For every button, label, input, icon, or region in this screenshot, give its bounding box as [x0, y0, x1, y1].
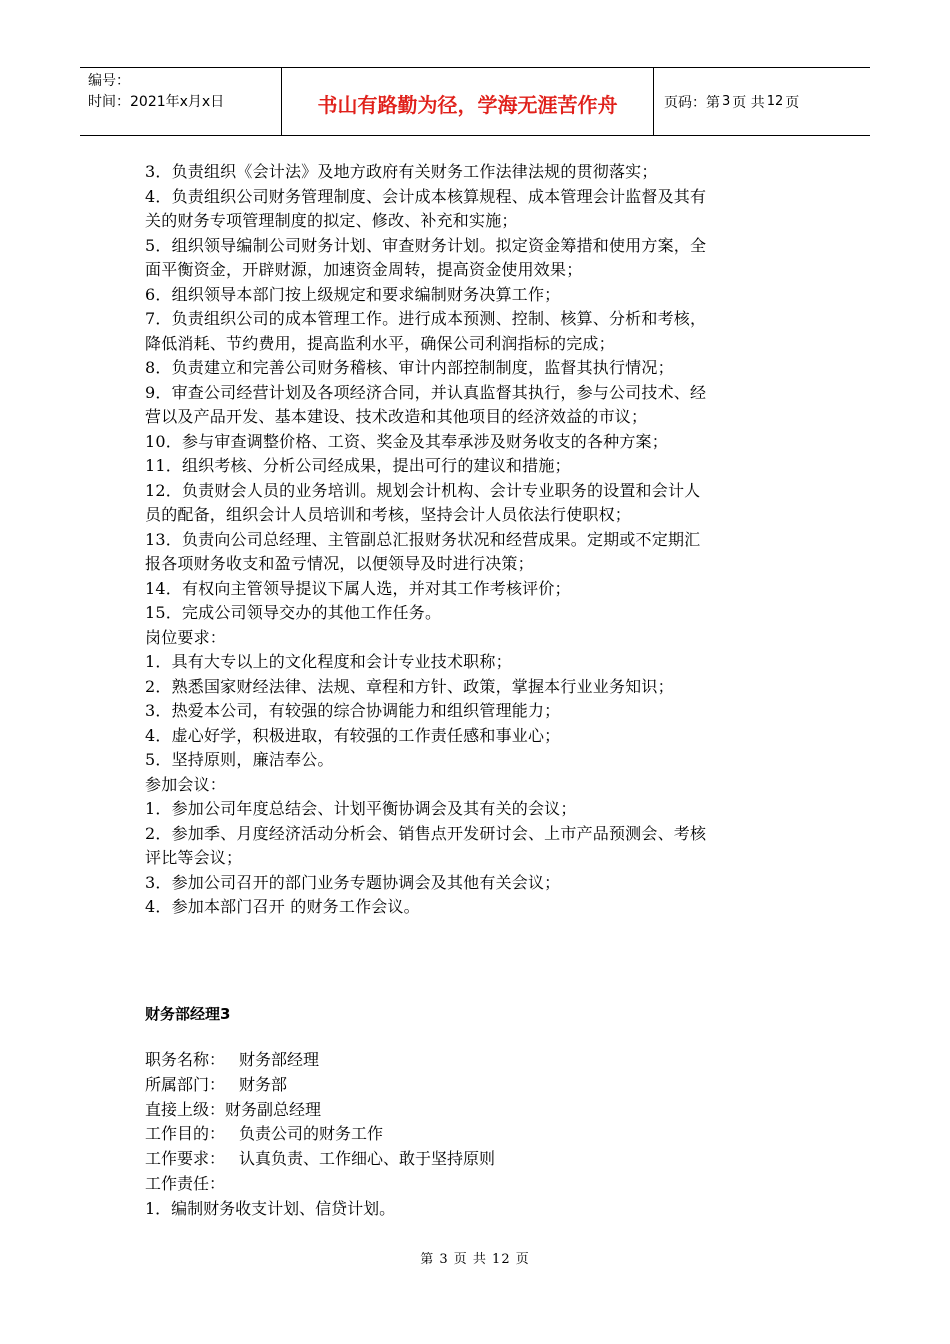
text-line: 9．审查公司经营计划及各项经济合同，并认真监督其执行，参与公司技术、经 — [145, 382, 707, 402]
text-line: 15．完成公司领导交办的其他工作任务。 — [145, 603, 442, 622]
text-line: 3．负责组织《会计法》及地方政府有关财务工作法律法规的贯彻落实； — [145, 162, 658, 181]
header-motto: 书山有路勤为径，学海无涯苦作舟 — [282, 68, 654, 135]
text-line: 营以及产品开发、基本建设、技术改造和其他项目的经济效益的市议； — [145, 407, 648, 426]
text-line: 14．有权向主管领导提议下属人选，并对其工作考核评价； — [145, 578, 571, 598]
page-mid: 页 共 — [732, 94, 765, 111]
page-suffix: 页 — [785, 94, 800, 111]
text-line: 1．具有大专以上的文化程度和会计专业技术职称； — [145, 652, 512, 671]
job-title-label: 职务名称： — [145, 1050, 226, 1069]
text-line: 关的财务专项管理制度的拟定、修改、补充和实施； — [145, 211, 518, 230]
job-title-value: 财务部经理 — [239, 1050, 320, 1069]
text-line: 4．虚心好学，积极进取，有较强的工作责任感和事业心； — [145, 725, 561, 745]
page-total: 12 — [766, 94, 784, 109]
job-resp-item: 1．编制财务收支计划、信贷计划。 — [145, 1198, 396, 1218]
text-line: 5．坚持原则，廉洁奉公。 — [145, 750, 334, 769]
text-line: 5．组织领导编制公司财务计划、审查财务计划。拟定资金筹措和使用方案，全 — [145, 235, 707, 255]
text-line: 4．负责组织公司财务管理制度、会计成本核算规程、成本管理会计监督及其有 — [145, 186, 707, 206]
text-line: 12．负责财会人员的业务培训。规划会计机构、会计专业职务的设置和会计人 — [145, 480, 701, 500]
text-line: 2．参加季、月度经济活动分析会、销售点开发研讨会、上市产品预测会、考核 — [145, 823, 707, 843]
job-goal-row — [145, 1122, 825, 1147]
text-line: 10．参与审查调整价格、工资、奖金及其奉承涉及财务收支的各种方案； — [145, 431, 668, 451]
text-line: 1．参加公司年度总结会、计划平衡协调会及其有关的会议； — [145, 799, 577, 818]
job-goal-label: 工作目的： — [145, 1124, 226, 1144]
header-info-cell — [80, 68, 282, 135]
job-req-row — [145, 1147, 825, 1172]
text-line: 评比等会议； — [145, 848, 243, 867]
job-dept-label: 所属部门： — [145, 1074, 226, 1094]
time-label: 时间：2021年x月x日 — [88, 94, 225, 110]
document-header — [80, 67, 870, 136]
text-line: 6．组织领导本部门按上级规定和要求编制财务决算工作； — [145, 284, 561, 304]
job-superior-label: 直接上级： — [145, 1099, 226, 1119]
page-prefix: 页码：第 — [664, 94, 720, 111]
section-heading-requirements: 岗位要求： — [145, 627, 227, 647]
job-superior-row — [145, 1098, 825, 1123]
text-line: 员的配备，组织会计人员培训和考核，坚持会计人员依法行使职权； — [145, 505, 632, 524]
job-goal-value: 负责公司的财务工作 — [239, 1124, 384, 1144]
job-superior-value: 财务副总经理 — [225, 1099, 322, 1119]
job-resp-label: 工作责任： — [145, 1173, 226, 1193]
text-line: 报各项财务收支和盈亏情况，以便领导及时进行决策； — [145, 554, 534, 573]
job-description — [145, 1048, 825, 1222]
job-dept-value: 财务部 — [239, 1074, 288, 1094]
text-line: 2．熟悉国家财经法律、法规、章程和方针、政策，掌握本行业业务知识； — [145, 676, 674, 696]
section-heading-meetings: 参加会议： — [145, 774, 227, 794]
page-footer: 第 3 页 共 12 页 — [420, 1252, 530, 1267]
job-dept-row — [145, 1073, 825, 1098]
text-line: 降低消耗、节约费用，提高监利水平，确保公司利润指标的完成； — [145, 333, 615, 353]
text-line: 13．负责向公司总经理、主管副总汇报财务状况和经营成果。定期或不定期汇 — [145, 529, 701, 549]
code-label: 编号： — [88, 73, 130, 89]
text-line: 11．组织考核、分析公司经成果，提出可行的建议和措施； — [145, 456, 571, 475]
text-line: 3．热爱本公司，有较强的综合协调能力和组织管理能力； — [145, 701, 561, 720]
job-title-row — [145, 1048, 825, 1073]
text-line: 8．负责建立和完善公司财务稽核、审计内部控制制度，监督其执行情况； — [145, 358, 674, 377]
body-text — [145, 160, 825, 920]
page-number: 3 — [722, 94, 731, 109]
text-line: 4．参加本部门召开 的财务工作会议。 — [145, 897, 420, 916]
text-line: 3．参加公司召开的部门业务专题协调会及其他有关会议； — [145, 872, 561, 892]
job-req-label: 工作要求： — [145, 1149, 226, 1169]
header-page-info — [654, 68, 870, 135]
text-line: 面平衡资金，开辟财源，加速资金周转，提高资金使用效果； — [145, 260, 583, 279]
text-line: 7．负责组织公司的成本管理工作。进行成本预测、控制、核算、分析和考核， — [145, 309, 707, 328]
section-title: 财务部经理3 — [145, 1005, 231, 1023]
job-req-value: 认真负责、工作细心、敢于坚持原则 — [239, 1149, 496, 1169]
